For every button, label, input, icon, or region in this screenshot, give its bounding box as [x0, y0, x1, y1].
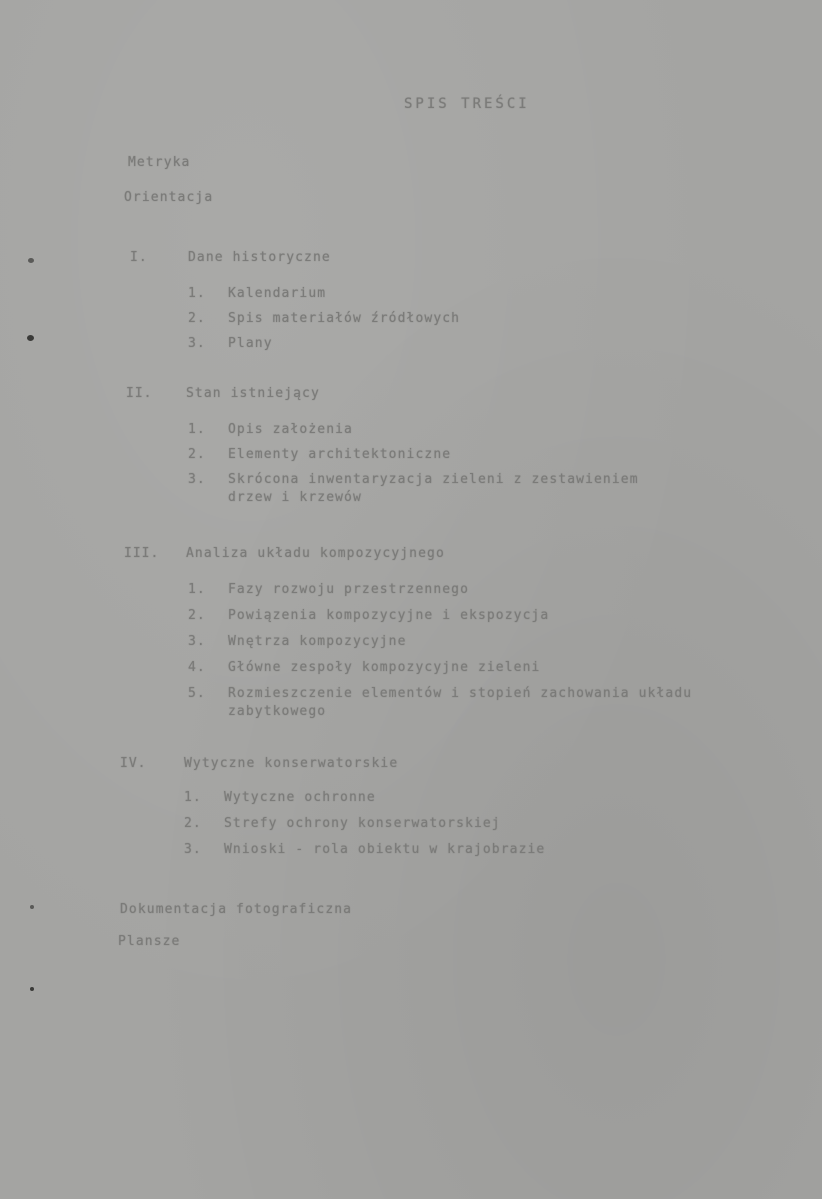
- toc-item: Plany: [228, 336, 273, 351]
- section-numeral: II.: [126, 386, 153, 401]
- toc-item: Skrócona inwentaryzacja zieleni z zestawieniem: [228, 472, 639, 487]
- toc-item: Główne zespoły kompozycyjne zieleni: [228, 660, 541, 675]
- section-numeral: III.: [124, 546, 160, 561]
- toc-item: Opis założenia: [228, 422, 353, 437]
- toc-item-continuation: zabytkowego: [228, 704, 327, 719]
- scan-speck: [30, 905, 34, 909]
- section-heading: Analiza układu kompozycyjnego: [186, 546, 445, 561]
- toc-item: Elementy architektoniczne: [228, 447, 452, 462]
- scan-speck: [27, 335, 34, 341]
- item-number: 3.: [184, 842, 202, 857]
- page-title: SPIS TREŚCI: [404, 96, 530, 112]
- item-number: 2.: [184, 816, 202, 831]
- toc-item: Fazy rozwoju przestrzennego: [228, 582, 470, 597]
- item-number: 2.: [188, 608, 206, 623]
- toc-item: Strefy ochrony konserwatorskiej: [224, 816, 501, 831]
- toc-entry-orientacja: Orientacja: [124, 190, 214, 205]
- toc-entry-metryka: Metryka: [128, 155, 191, 170]
- item-number: 3.: [188, 634, 206, 649]
- toc-item: Kalendarium: [228, 286, 327, 301]
- section-heading: Wytyczne konserwatorskie: [184, 756, 399, 771]
- toc-item: Powiązenia kompozycyjne i ekspozycja: [228, 608, 550, 623]
- item-number: 5.: [188, 686, 206, 701]
- section-heading: Stan istniejący: [186, 386, 320, 401]
- toc-item: Wytyczne ochronne: [224, 790, 376, 805]
- toc-item: Wnętrza kompozycyjne: [228, 634, 407, 649]
- item-number: 1.: [188, 422, 206, 437]
- scan-speck: [30, 987, 34, 991]
- scan-speck: [28, 258, 34, 263]
- toc-item: Spis materiałów źródłowych: [228, 311, 461, 326]
- section-numeral: I.: [130, 250, 148, 265]
- section-numeral: IV.: [120, 756, 147, 771]
- section-heading: Dane historyczne: [188, 250, 331, 265]
- item-number: 2.: [188, 311, 206, 326]
- toc-entry-photo-documentation: Dokumentacja fotograficzna: [120, 902, 353, 917]
- item-number: 3.: [188, 472, 206, 487]
- item-number: 4.: [188, 660, 206, 675]
- item-number: 1.: [188, 286, 206, 301]
- toc-item-continuation: drzew i krzewów: [228, 490, 362, 505]
- toc-entry-plates: Plansze: [118, 934, 181, 949]
- toc-item: Wnioski - rola obiektu w krajobrazie: [224, 842, 546, 857]
- toc-item: Rozmieszczenie elementów i stopień zachowania układu: [228, 686, 693, 701]
- item-number: 1.: [188, 582, 206, 597]
- item-number: 2.: [188, 447, 206, 462]
- item-number: 3.: [188, 336, 206, 351]
- item-number: 1.: [184, 790, 202, 805]
